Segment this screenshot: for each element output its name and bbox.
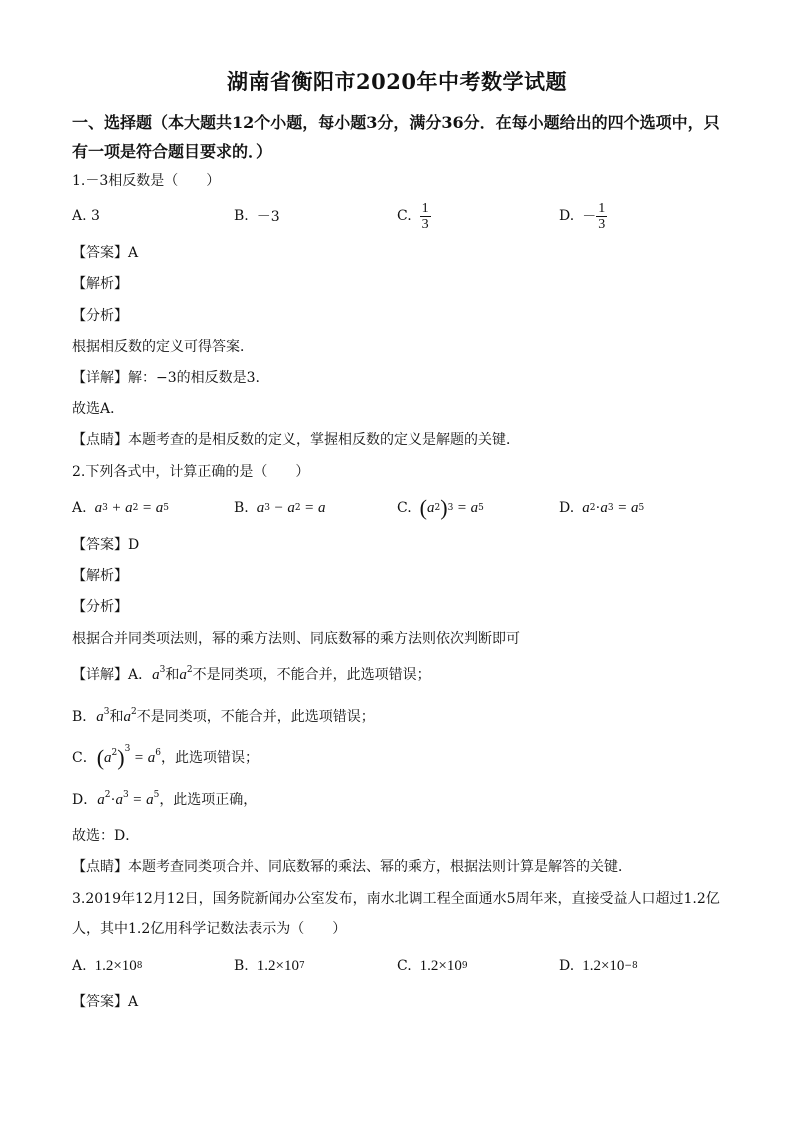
q3-stem-line1: 3.2019年12月12日，国务院新闻办公室发布，南水北调工程全面通水5周年来，直接受益人口超过1.2亿 bbox=[72, 891, 720, 907]
q1-option-d: D. － $\frac{1}{3}$ bbox=[559, 200, 606, 232]
q3-option-c: C. 1.2×10 9 bbox=[397, 957, 468, 974]
q1-options bbox=[72, 201, 732, 231]
q1-option-a: A. 3 bbox=[72, 208, 100, 224]
q2-detail-b: B．$a^3$和$a^2$不是同类项，不能合并，此选项错误； bbox=[72, 707, 375, 725]
q1-option-c: C. $\frac{1}{3}$ bbox=[397, 200, 429, 232]
q1-fenxi: 【分析】 bbox=[72, 308, 128, 324]
q2-analysis: 【解析】 bbox=[72, 568, 128, 584]
q1-comment: 【点睛】本题考查的是相反数的定义，掌握相反数的定义是解题的关键． bbox=[72, 432, 520, 448]
q3-option-a: A. 1.2×10 8 bbox=[72, 957, 143, 974]
q3-option-b: B. 1.2×10 7 bbox=[234, 957, 305, 974]
q2-comment: 【点睛】本题考查同类项合并、同底数幂的乘法、幂的乘方，根据法则计算是解答的关键． bbox=[72, 859, 632, 875]
fraction: $\frac{1}{3}$ bbox=[598, 200, 606, 232]
document-title: 湖南省衡阳市2020年中考数学试题 bbox=[227, 69, 567, 94]
q3-option-d: D. 1.2×10 −8 bbox=[559, 957, 638, 974]
q3-options bbox=[72, 951, 732, 981]
section-heading: 一、选择题（本大题共12个小题，每小题3分，满分36分．在每小题给出的四个选项中，只有一项是符合题目要求的．） bbox=[72, 113, 720, 161]
q1-stem: 1.－3相反数是（ ） bbox=[72, 173, 221, 189]
q2-option-d: D. a 2 · a 3 = a 5 bbox=[559, 499, 645, 516]
q2-fenxi-text: 根据合并同类项法则，幂的乘方法则、同底数幂的乘方法则依次判断即可 bbox=[72, 631, 520, 647]
q1-detail: 【详解】解：−3的相反数是3. bbox=[72, 370, 260, 386]
q2-detail-c: C．$(a^2)^3 = a^6$，此选项错误； bbox=[72, 744, 259, 770]
q2-detail-d: D．$a^2\cdot a^3 = a^5$，此选项正确， bbox=[72, 790, 258, 808]
q2-options bbox=[72, 493, 732, 523]
q2-fenxi: 【分析】 bbox=[72, 599, 128, 615]
q1-analysis: 【解析】 bbox=[72, 276, 128, 292]
q2-choose: 故选：D． bbox=[72, 828, 140, 844]
q1-choose: 故选A． bbox=[72, 401, 125, 417]
fraction: $\frac{1}{3}$ bbox=[421, 200, 429, 232]
q1-answer: 【答案】A bbox=[72, 245, 139, 261]
q2-option-c: C. ( a 2 ) 3 = a 5 bbox=[397, 495, 484, 520]
q1-fenxi-text: 根据相反数的定义可得答案． bbox=[72, 339, 254, 355]
q2-stem: 2.下列各式中，计算正确的是（ ） bbox=[72, 464, 310, 480]
q2-option-b: B. a 3 − a 2 = a bbox=[234, 499, 326, 516]
q2-option-a: A. a 3 + a 2 = a 5 bbox=[72, 499, 170, 516]
q3-stem-line2: 人，其中1.2亿用科学记数法表示为（ ） bbox=[72, 921, 347, 937]
q3-answer: 【答案】A bbox=[72, 994, 139, 1010]
q2-answer: 【答案】D bbox=[72, 537, 140, 553]
q2-detail-a: 【详解】A．$a^3$和$a^2$不是同类项，不能合并，此选项错误； bbox=[72, 665, 431, 683]
q1-option-b: B. －3 bbox=[234, 208, 280, 225]
